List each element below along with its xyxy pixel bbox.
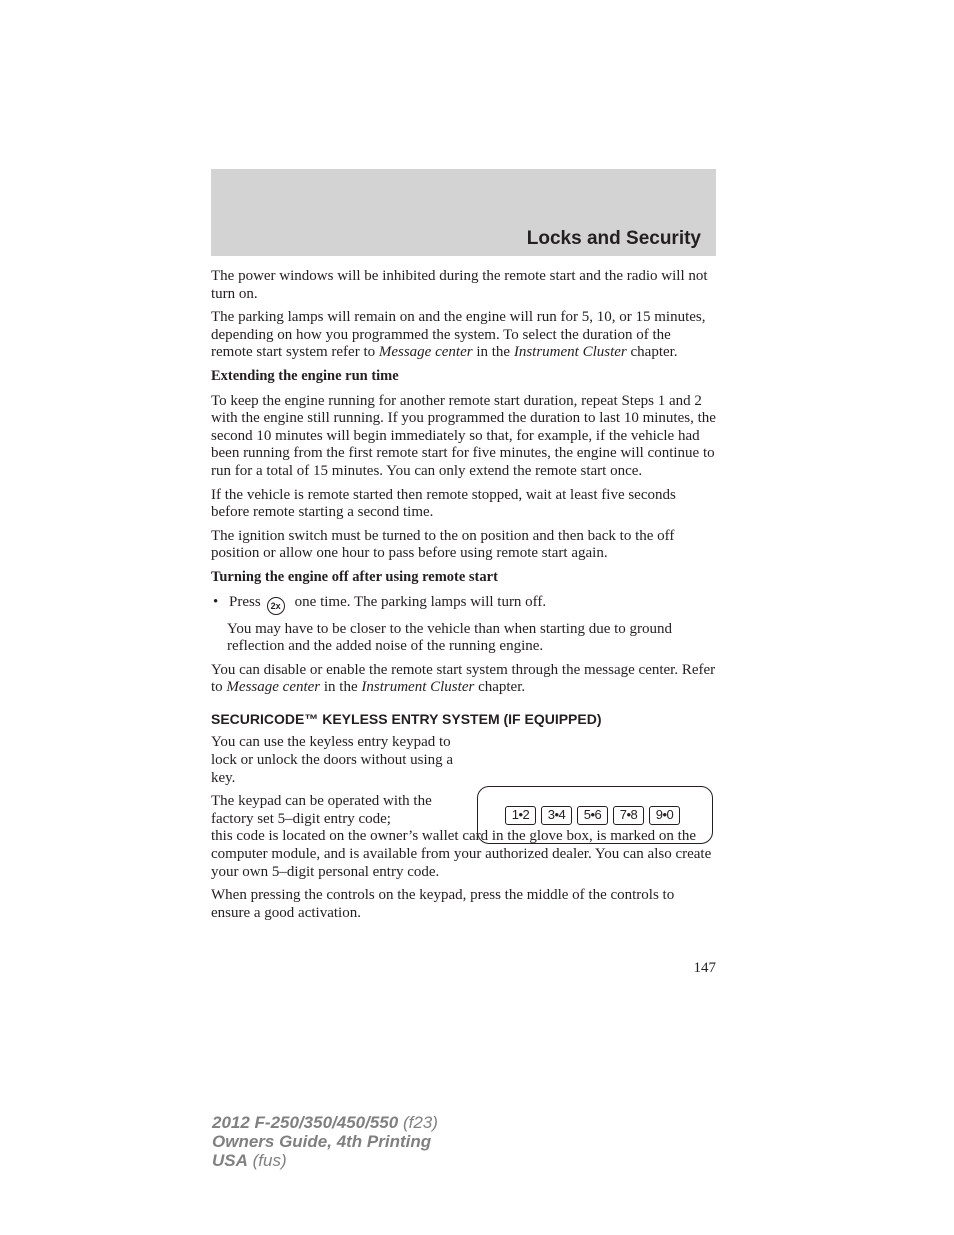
text-run: You can disable or enable the remote start system through the message center. Refer to	[211, 661, 716, 696]
keypad-key: 9•0	[649, 806, 680, 825]
footer-market-code: (fus)	[247, 1151, 287, 1170]
footer-edition: Owners Guide, 4th Printing	[212, 1132, 432, 1151]
remote-start-2x-icon: 2x	[267, 597, 285, 615]
paragraph: You can use the keyless entry keypad to lock or unlock the doors without using a key.	[211, 734, 454, 786]
keypad-illustration	[477, 786, 713, 844]
paragraph: To keep the engine running for another remote start duration, repeat Steps 1 and 2 with the engine still running. If you programmed the duration to last 10 minutes, the second 10 minutes will begin immediately so that, for example, if the vehicle had been running from the first remote start for five minutes, the engine will continue to run for a total of 15 minutes. You can only extend the remote start once.	[211, 392, 716, 479]
page-number: 147	[693, 960, 716, 976]
cross-reference: Message center	[226, 679, 321, 696]
footer-model: 2012 F-250/350/450/550	[212, 1113, 399, 1132]
subheading-extend: Extending the engine run time	[211, 367, 399, 384]
section-title: Locks and Security	[526, 228, 701, 249]
keypad-key: 1•2	[505, 806, 536, 825]
paragraph	[211, 662, 716, 697]
footer	[212, 1113, 438, 1170]
bullet-item	[211, 594, 716, 615]
cross-reference: Message center	[378, 344, 473, 361]
bullet-dot-icon: •	[213, 593, 219, 610]
keypad-keys	[505, 806, 680, 825]
footer-code: (f23)	[398, 1113, 438, 1132]
text-run: chapter.	[474, 679, 526, 696]
text-run: The keypad can be operated with the factory set 5–digit entry code;	[211, 793, 432, 827]
paragraph: The ignition switch must be turned to the on position and then back to the off position or allow one hour to pass before using remote start again.	[211, 527, 675, 562]
paragraph: If the vehicle is remote started then remote stopped, wait at least five seconds before remote starting a second time.	[211, 486, 676, 521]
cross-reference: Instrument Cluster	[361, 679, 475, 696]
keypad-key: 7•8	[613, 806, 644, 825]
paragraph: When pressing the controls on the keypad, press the middle of the controls to ensure a good activation.	[211, 887, 675, 921]
paragraph: The power windows will be inhibited during the remote start and the radio will not turn on.	[211, 268, 708, 302]
keypad-key: 5•6	[577, 806, 608, 825]
text-run: chapter.	[626, 344, 678, 361]
text-run: The parking lamps will remain on and the engine will run for 5, 10, or 15 minutes, depending on how you programmed the system. To select the duration of the remote start system refer to	[211, 309, 706, 361]
text-run: one time. The parking lamps will turn off.	[294, 593, 547, 610]
section-header-band	[211, 169, 716, 256]
text-run: in the	[472, 344, 514, 361]
text-run: in the	[320, 679, 362, 696]
text-run: this code is located on the owner’s wallet card in the glove box, is marked on the computer module, and is available from your authorized dealer. You can also create your own 5–digit personal entry code.	[211, 828, 712, 880]
footer-market: USA	[212, 1151, 248, 1170]
subheading-turn-off: Turning the engine off after using remote start	[211, 568, 498, 585]
paragraph	[211, 309, 716, 362]
text-run: Press	[229, 593, 261, 610]
cross-reference: Instrument Cluster	[513, 344, 627, 361]
keypad-key: 3•4	[541, 806, 572, 825]
heading-securicode: SECURICODE™ KEYLESS ENTRY SYSTEM (IF EQUIPPED)	[211, 710, 602, 727]
paragraph: You may have to be closer to the vehicle than when starting due to ground reflection and the added noise of the running engine.	[227, 620, 673, 655]
